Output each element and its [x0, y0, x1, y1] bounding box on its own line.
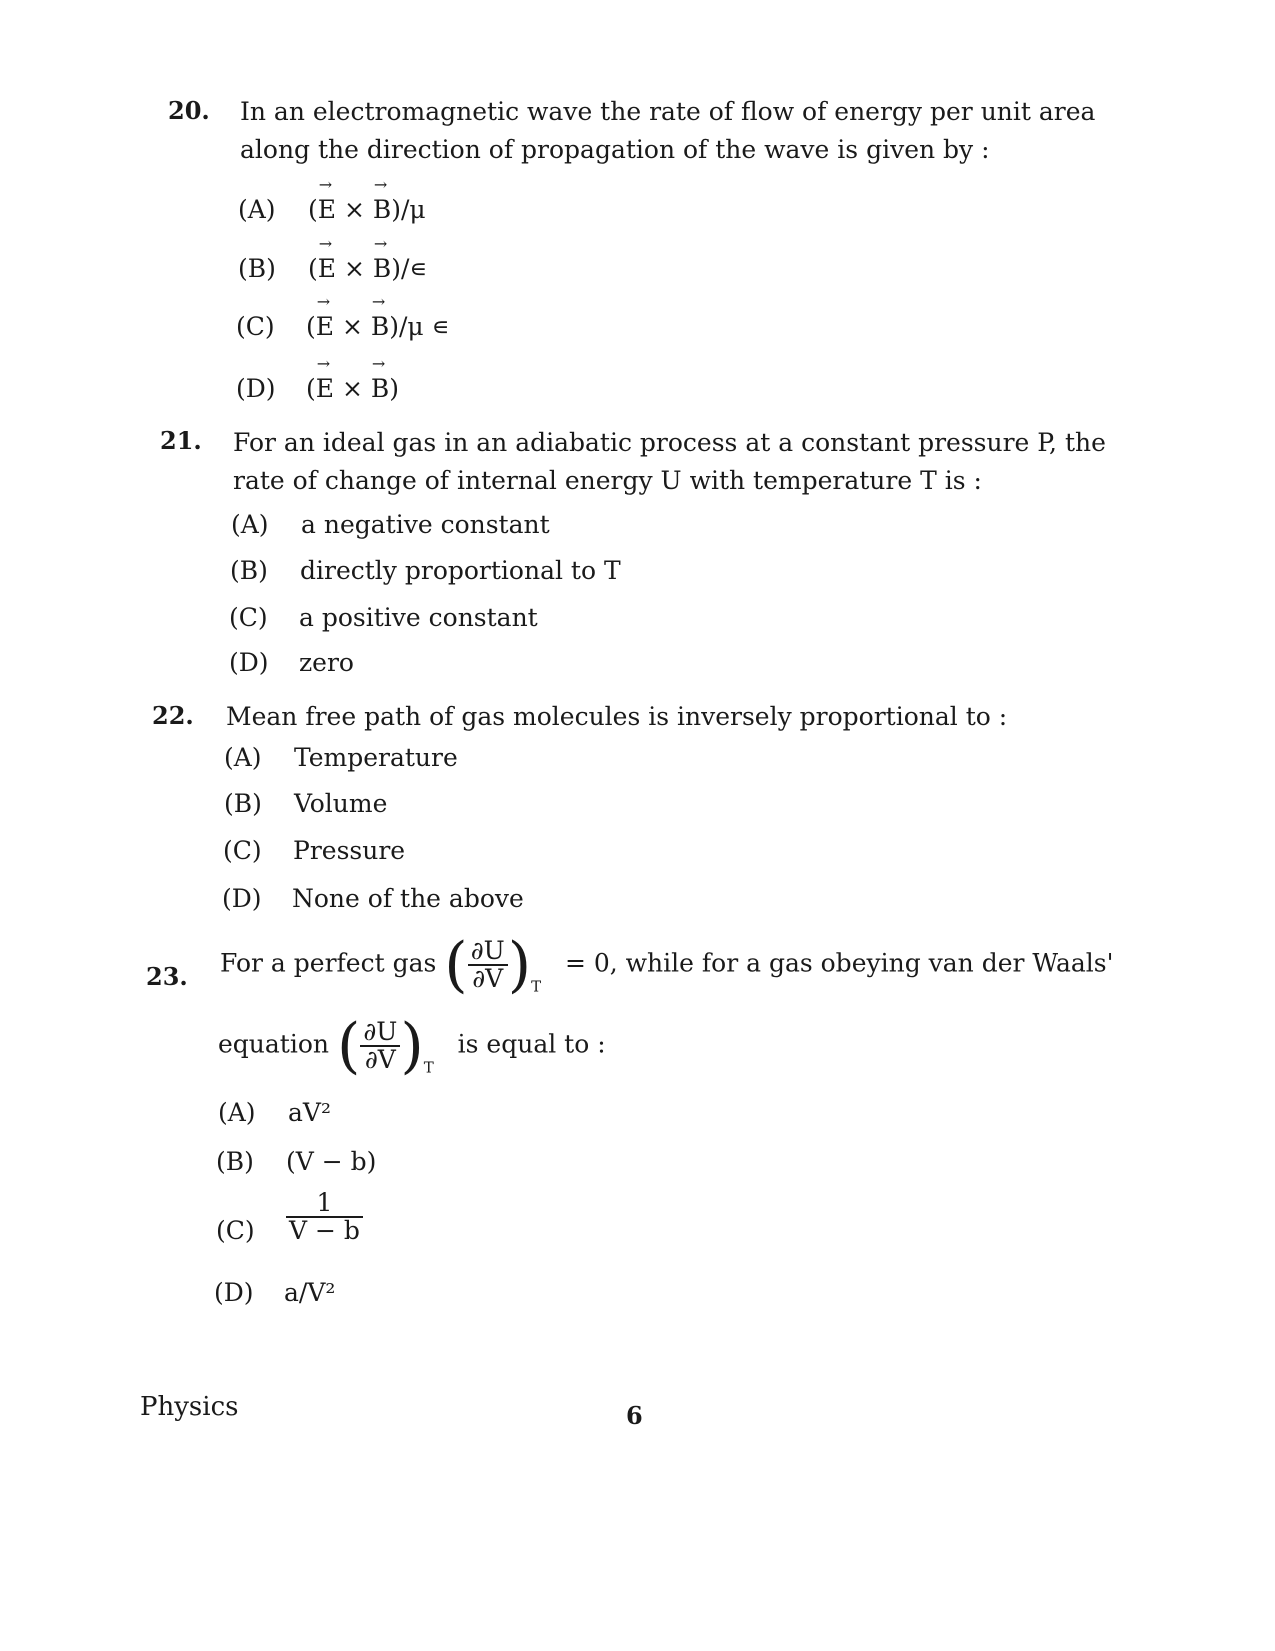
option-text: (V − b) — [286, 1147, 377, 1176]
option-text: Pressure — [293, 836, 406, 865]
question-number: 21. — [160, 426, 202, 455]
question-text: For an ideal gas in an adiabatic process at a constant pressure P, the rate of change of internal energy U with temperature T is : — [233, 428, 1106, 495]
question-number: 22. — [152, 701, 194, 730]
option-label: (C) — [223, 836, 262, 865]
vector-b: → B — [371, 374, 389, 403]
option-label: (D) — [236, 374, 276, 403]
vector-e: → E — [318, 195, 336, 224]
question-number: 23. — [146, 962, 188, 991]
option-text: None of the above — [292, 884, 524, 913]
option-text: Volume — [294, 789, 388, 818]
question-number: 20. — [168, 96, 210, 125]
paren-open: ( — [336, 1011, 361, 1081]
page-number: 6 — [626, 1401, 643, 1430]
paren-close: ) — [400, 1011, 424, 1081]
option-label: (C) — [229, 603, 268, 632]
option-text: aV² — [288, 1098, 331, 1127]
vector-b: → B — [373, 195, 391, 224]
option-label: (D) — [229, 648, 269, 677]
cross-symbol: × — [343, 254, 365, 283]
expression-tail: )/μ ∊ — [389, 312, 450, 341]
option-text: directly proportional to T — [300, 556, 621, 585]
question-text: equation — [218, 1029, 329, 1059]
fraction — [286, 1190, 363, 1244]
option-label: (D) — [214, 1278, 254, 1307]
partial-fraction — [360, 1019, 400, 1073]
fraction-numerator: ∂U — [468, 938, 508, 966]
option-fraction — [286, 1190, 363, 1244]
subscript: T — [423, 1058, 434, 1077]
question-text: = 0, while for a gas obeying van der Waals' — [564, 948, 1114, 978]
question-line-2 — [218, 1011, 606, 1087]
question-text: For a perfect gas — [220, 948, 437, 978]
question-line-1 — [220, 930, 1160, 1006]
option-expression: (→ E × → B)/μ ∊ — [306, 312, 450, 341]
option-text: a/V² — [284, 1278, 336, 1307]
option-label: (D) — [222, 884, 262, 913]
option-text: a negative constant — [301, 510, 550, 539]
vector-e: → E — [316, 374, 334, 403]
cross-symbol: × — [343, 195, 365, 224]
option-label: (A) — [238, 195, 276, 224]
option-expression: (→ E × → B)/∊ — [308, 254, 427, 283]
option-label: (B) — [230, 556, 268, 585]
subscript: T — [531, 977, 542, 996]
vector-b: → B — [373, 254, 391, 283]
option-label: (C) — [236, 312, 275, 341]
option-label: (C) — [216, 1216, 255, 1245]
option-expression: (→ E × → B)/μ — [308, 195, 426, 224]
fraction-denominator: V − b — [289, 1216, 360, 1245]
cross-symbol: × — [341, 374, 363, 403]
fraction-denominator: ∂V — [472, 964, 504, 993]
option-text: zero — [299, 648, 354, 677]
vector-b: → B — [371, 312, 389, 341]
option-label: (A) — [231, 510, 269, 539]
footer-subject: Physics — [140, 1392, 239, 1422]
expression-tail: ) — [389, 374, 400, 403]
option-text: a positive constant — [299, 603, 538, 632]
cross-symbol: × — [341, 312, 363, 341]
expression-tail: )/∊ — [391, 254, 428, 283]
option-label: (A) — [224, 743, 262, 772]
fraction-denominator: ∂V — [364, 1045, 396, 1074]
fraction-numerator: ∂U — [360, 1019, 400, 1047]
option-expression: (→ E × → B) — [306, 374, 399, 403]
partial-fraction — [468, 938, 508, 992]
option-label: (B) — [216, 1147, 254, 1176]
option-label: (B) — [224, 789, 262, 818]
question-text: Mean free path of gas molecules is inversely proportional to : — [226, 702, 1008, 731]
question-text: is equal to : — [457, 1029, 606, 1059]
question-text: In an electromagnetic wave the rate of flow of energy per unit area along the direction of propagation of the wave is given by : — [240, 97, 1096, 164]
paren-close: ) — [507, 930, 532, 1000]
fraction-numerator: 1 — [286, 1190, 363, 1218]
vector-e: → E — [318, 254, 336, 283]
paren-open: ( — [444, 930, 468, 1000]
expression-tail: )/μ — [391, 195, 426, 224]
option-text: Temperature — [294, 743, 458, 772]
vector-e: → E — [316, 312, 334, 341]
option-label: (A) — [218, 1098, 256, 1127]
option-label: (B) — [238, 254, 276, 283]
